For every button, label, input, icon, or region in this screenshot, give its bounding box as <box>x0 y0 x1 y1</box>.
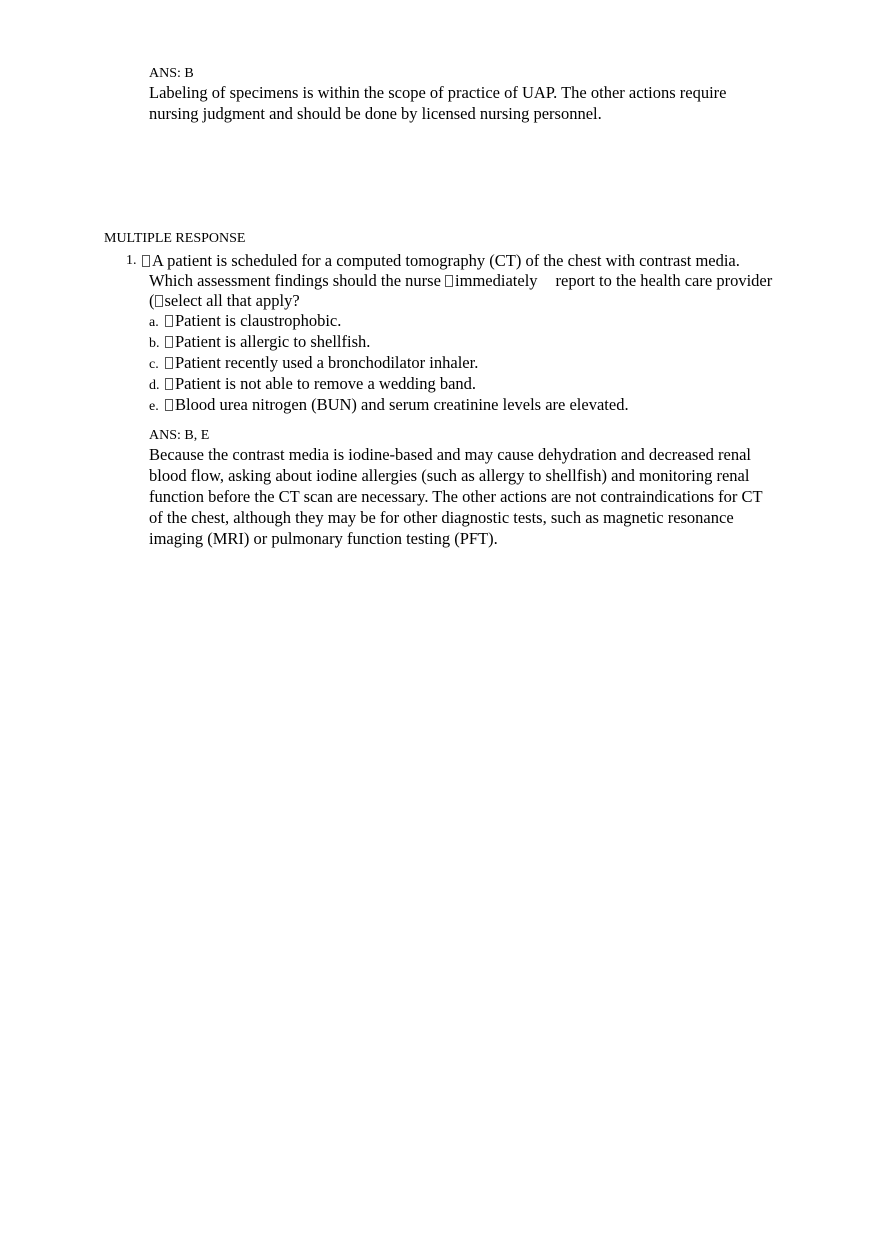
option-text: Patient recently used a bronchodilator inhaler. <box>175 353 479 372</box>
missing-glyph-box-icon <box>445 275 453 287</box>
option-d <box>149 374 476 396</box>
missing-glyph-box-icon <box>155 295 163 307</box>
rationale-line-2: blood flow, asking about iodine allergies (such as allergy to shellfish) and monitoring renal <box>149 466 750 485</box>
stem-paren: ( <box>149 291 155 310</box>
missing-glyph-box-icon <box>165 399 173 411</box>
option-c <box>149 353 478 375</box>
previous-rationale-line-1: Labeling of specimens is within the scope of practice of UAP. The other actions require <box>149 83 727 102</box>
option-letter: a. <box>149 315 159 330</box>
option-e <box>149 395 629 417</box>
rationale-line-3: function before the CT scan are necessary. The other actions are not contraindications for CT <box>149 487 763 506</box>
option-letter: b. <box>149 336 160 351</box>
question-stem-line-2 <box>149 270 772 291</box>
question-number: 1. <box>126 253 137 268</box>
option-text: Blood urea nitrogen (BUN) and serum creatinine levels are elevated. <box>175 395 629 414</box>
option-letter: e. <box>149 399 159 414</box>
question-stem-line-1 <box>142 250 740 271</box>
option-letter: d. <box>149 378 160 393</box>
stem-text-2a: Which assessment findings should the nurse <box>149 271 446 290</box>
missing-glyph-box-icon <box>165 336 173 348</box>
missing-glyph-box-icon <box>165 378 173 390</box>
stem-select-all: select all that apply <box>164 291 293 310</box>
option-letter: c. <box>149 357 159 372</box>
question-stem-line-3 <box>149 290 300 311</box>
stem-text-1: A patient is scheduled for a computed tomography (CT) of the chest with contrast media. <box>152 251 740 270</box>
stem-emphasis-immediately: immediately <box>455 271 538 290</box>
stem-question-mark: ? <box>292 291 300 310</box>
missing-glyph-box-icon <box>165 357 173 369</box>
rationale-line-1: Because the contrast media is iodine-based and may cause dehydration and decreased renal <box>149 445 752 464</box>
missing-glyph-box-icon <box>165 315 173 327</box>
option-text: Patient is claustrophobic. <box>175 311 342 330</box>
option-text: Patient is allergic to shellfish. <box>175 332 371 351</box>
option-text: Patient is not able to remove a wedding band. <box>175 374 477 393</box>
rationale-line-5: imaging (MRI) or pulmonary function testing (PFT). <box>149 529 498 548</box>
answer-key: ANS: B, E <box>149 428 210 443</box>
stem-text-2c: report to the health care provider <box>555 271 773 290</box>
option-a <box>149 311 341 333</box>
previous-answer-key: ANS: B <box>149 66 194 81</box>
option-b <box>149 332 370 354</box>
previous-rationale-line-2: nursing judgment and should be done by licensed nursing personnel. <box>149 104 602 123</box>
rationale-line-4: of the chest, although they may be for other diagnostic tests, such as magnetic resonance <box>149 508 734 527</box>
section-heading: MULTIPLE RESPONSE <box>104 231 246 246</box>
missing-glyph-box-icon <box>142 255 150 267</box>
